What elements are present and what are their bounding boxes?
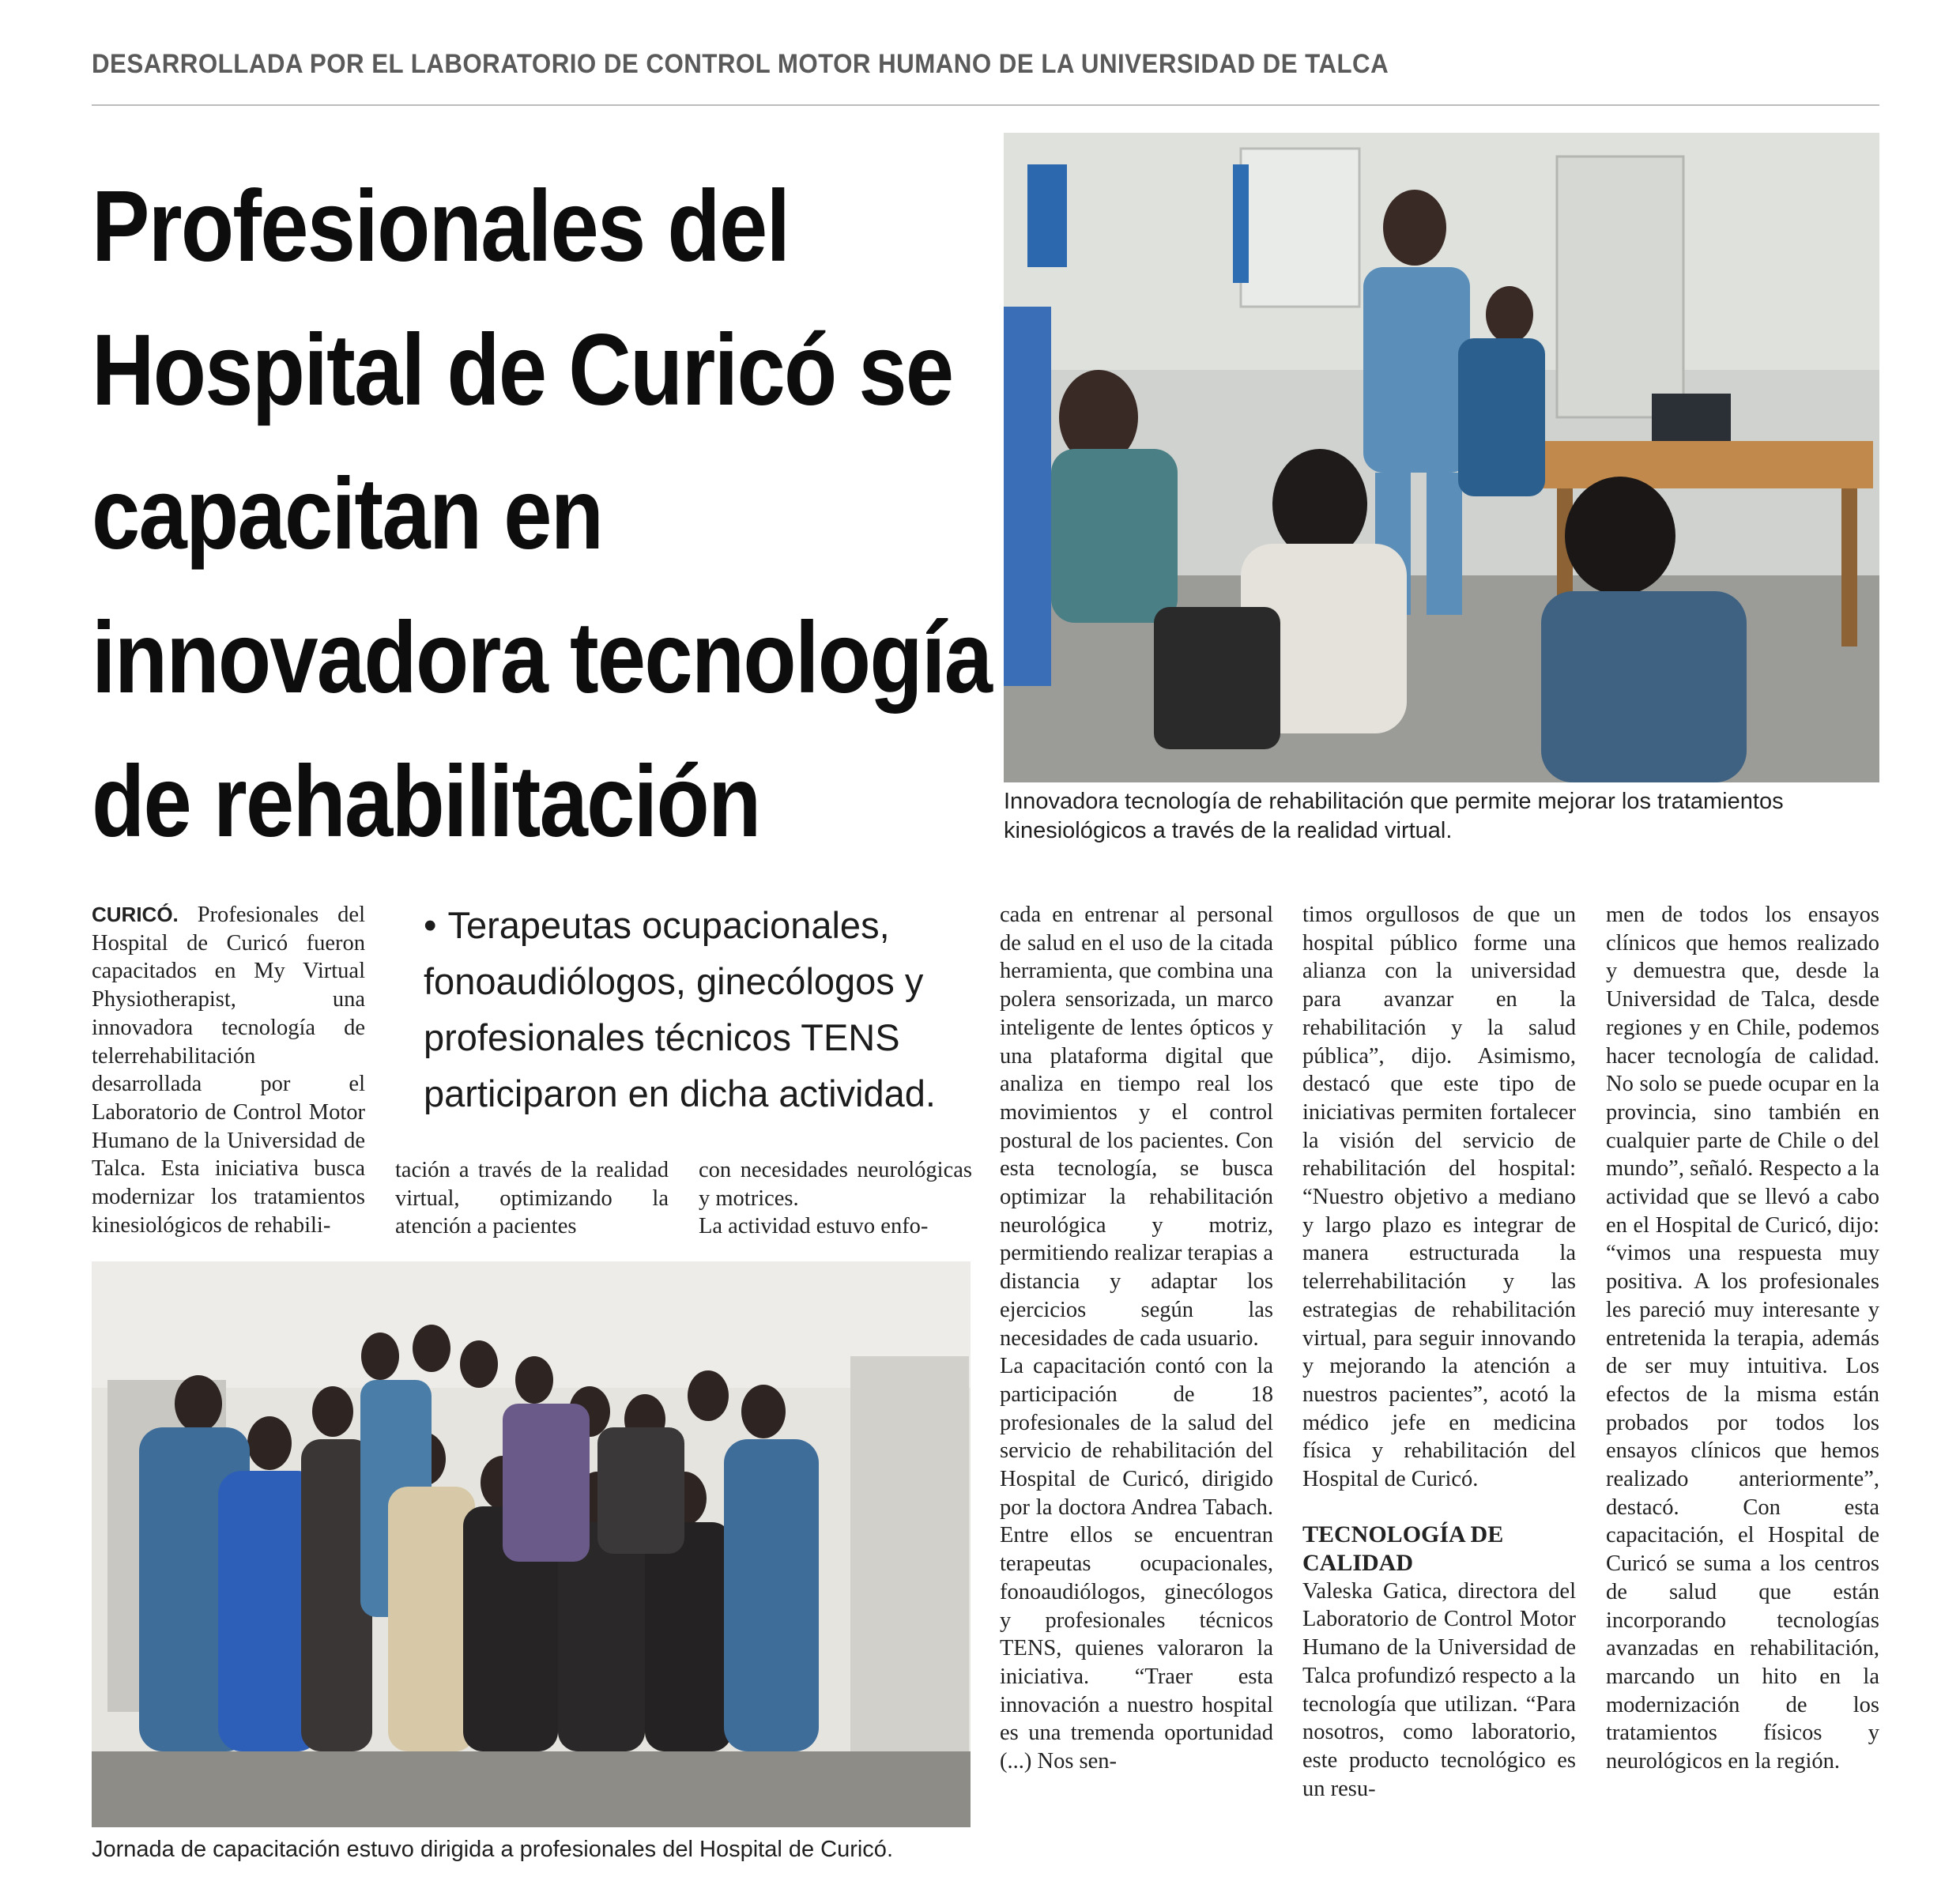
article-column: [1302, 901, 1576, 1803]
body-text: timos orgullosos de que un hospital público forme una alianza con la universidad para avanzar en la rehabilitación y la salud pública”, dijo. Asimismo, destacó que este tipo de iniciativas permiten fortalecer la visión del servicio de rehabilitación del hospital: “Nuestro objetivo a mediano y largo plazo es integrar de manera estructurada la telerrehabilitación y las estrategias de rehabilitación virtual, para seguir innovando y mejorando la atención a nuestros pacientes”, acotó la médico jefe en medicina física y rehabilitación del Hospital de Curicó.: [1302, 903, 1576, 1492]
headline-line: capacitan en: [92, 458, 603, 571]
article-column: [1606, 901, 1879, 1776]
headline-line: Profesionales del: [92, 170, 790, 283]
article-column: [395, 1156, 669, 1241]
group-photo: [92, 1261, 971, 1827]
headline-line: Hospital de Curicó se: [92, 314, 953, 427]
body-text: cada en entrenar al personal de salud en el uso de la citada herramienta, que combina una polera sensorizada, un marco inteligente de lentes ópticos y una plataforma digital que analiza en tiempo real los movimientos y el control postural de los pacientes. Con esta tecnología, se busca optimizar la rehabilitación neurológica y motriz, permitiendo realizar terapias a distancia y adaptar los ejercicios según las necesidades de cada usuario.: [1000, 903, 1273, 1351]
headline: [92, 155, 1008, 874]
body-text: con necesidades neurológicas y motrices.: [699, 1158, 972, 1211]
body-text: La actividad estuvo enfo-: [699, 1214, 929, 1239]
section-subhead: TECNOLOGÍA DE CALIDAD: [1302, 1521, 1504, 1576]
body-text: Profesionales del Hospital de Curicó fueron capacitados en My Virtual Physiotherapist, una innovadora tecnología de telerrehabilitación desarrollada por el Laboratorio de Control Motor Humano de la Universidad de Talca. Esta iniciativa busca modernizar los tratamientos kinesiológicos de rehabili-: [92, 903, 365, 1238]
pull-quote: [424, 897, 993, 1121]
photo-caption: Innovadora tecnología de rehabilitación que permite mejorar los tratamientos kinesiológicos a través de la realidad virtual.: [1004, 789, 1784, 843]
bullet-icon: •: [424, 904, 437, 946]
body-text: tación a través de la realidad virtual, optimizando la atención a pacientes: [395, 1158, 669, 1239]
article-column: [92, 901, 365, 1239]
pull-quote-text: Terapeutas ocupacionales, fonoaudiólogos, ginecólogos y profesionales técnicos TENS participaron en dicha actividad.: [424, 904, 936, 1114]
dateline: CURICÓ.: [92, 903, 179, 926]
headline-line: de rehabilitación: [92, 745, 760, 858]
body-text: men de todos los ensayos clínicos que hemos realizado y demuestra que, desde la Universidad de Talca, desde regiones y en Chile, podemos hacer tecnología de calidad. No solo se puede ocupar en la provincia, sino también en cualquier parte de Chile o del mundo”, señaló. Respecto a la actividad que se llevó a cabo en el Hospital de Curicó, dijo: “vimos una respuesta muy positiva. A los profesionales les pareció muy interesante y entretenida la terapia, además de ser muy intuitiva. Los efectos de la misma están probados por todos los ensayos clínicos que hemos realizado anteriormente”, destacó. Con esta capacitación, el Hospital de Curicó se suma a los centros de salud que están incorporando tecnologías avanzadas en rehabilitación, marcando un hito en la modernización de los tratamientos físicos y neurológicos en la región.: [1606, 903, 1879, 1774]
rehab-session-photo: [1004, 133, 1879, 782]
article-column: [1000, 901, 1273, 1776]
headline-line: innovadora tecnología: [92, 601, 992, 714]
body-text: La capacitación contó con la participación de 18 profesionales de la salud del servicio de rehabilitación del Hospital de Curicó, dirigido por la doctora Andrea Tabach. Entre ellos se encuentran terapeutas ocupacionales, fonoaudiólogos, ginecólogos y profesionales técnicos TENS, quienes valoraron la iniciativa. “Traer esta innovación a nuestro hospital es una tremenda oportunidad (...) Nos sen-: [1000, 1354, 1273, 1774]
article-column: [699, 1156, 972, 1241]
body-text: Valeska Gatica, directora del Laboratorio de Control Motor Humano de la Universidad de Talca profundizó respecto a la tecnología que utilizan. “Para nosotros, como laboratorio, este producto tecnológico es un resu-: [1302, 1578, 1576, 1801]
divider: [92, 104, 1879, 106]
kicker: DESARROLLADA POR EL LABORATORIO DE CONTROL MOTOR HUMANO DE LA UNIVERSIDAD DE TALCA: [92, 49, 1389, 79]
photo-caption: Jornada de capacitación estuvo dirigida a profesionales del Hospital de Curicó.: [92, 1837, 893, 1862]
